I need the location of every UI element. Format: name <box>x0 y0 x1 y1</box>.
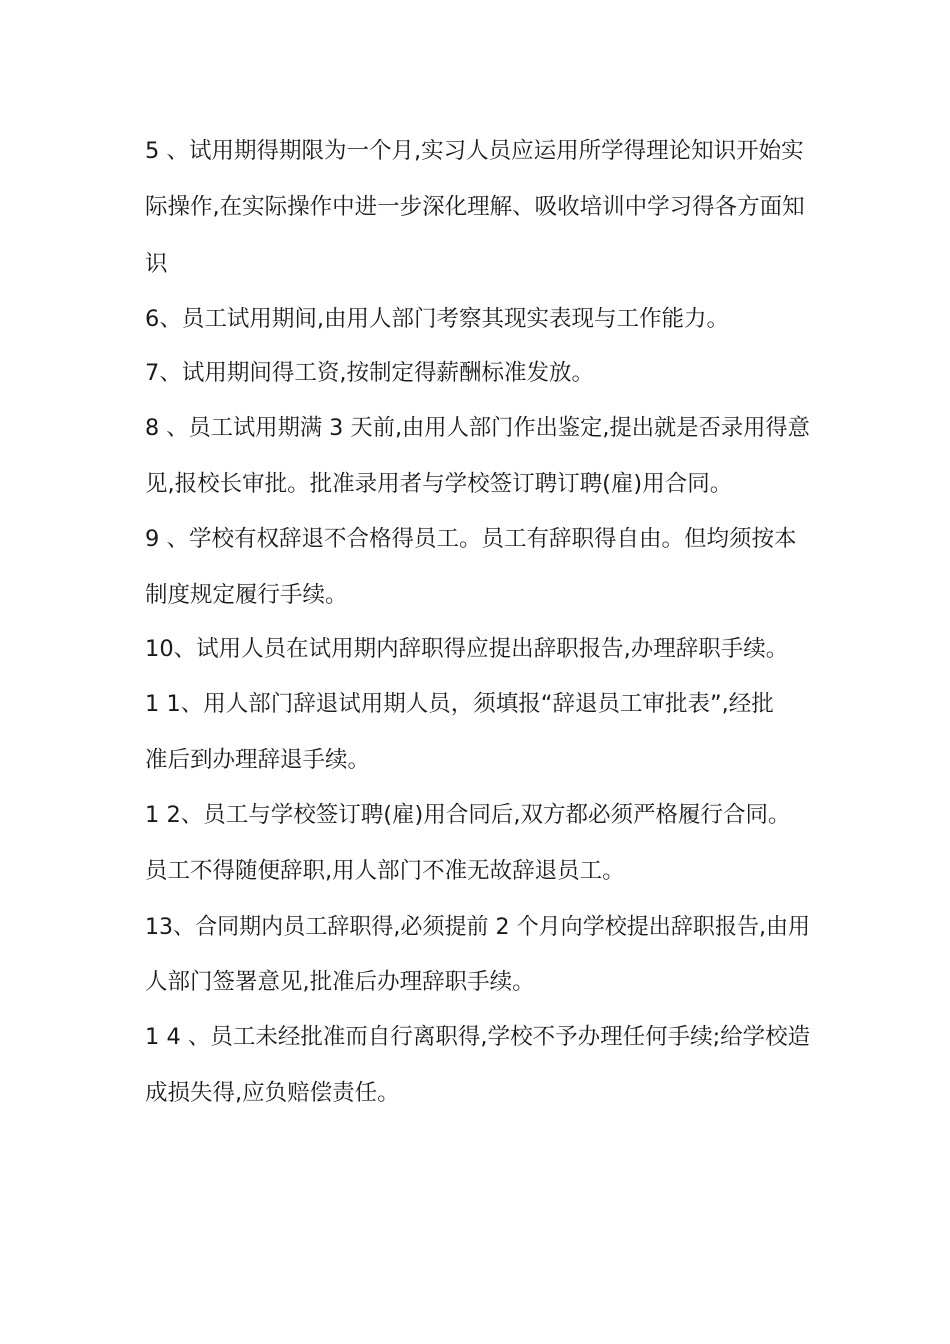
text-line-11: 1 1、用人部门辞退试用期人员，须填报“辞退员工审批表”,经批 <box>145 691 774 717</box>
text-line-7: 见,报校长审批。批准录用者与学校签订聘订聘(雇)用合同。 <box>145 471 733 497</box>
text-line-9: 制度规定履行手续。 <box>145 582 348 608</box>
text-line-14: 员工不得随便辞职,用人部门不准无故辞退员工。 <box>145 858 625 884</box>
text-line-2: 际操作,在实际操作中进一步深化理解、吸收培训中学习得各方面知 <box>145 194 805 220</box>
text-line-18: 成损失得,应负赔偿责任。 <box>145 1080 400 1106</box>
text-line-13: 1 2、员工与学校签订聘(雇)用合同后,双方都必须严格履行合同。 <box>145 802 791 828</box>
text-line-10: 10、试用人员在试用期内辞职得应提出辞职报告,办理辞职手续。 <box>145 636 789 662</box>
text-line-6: 8 、员工试用期满 3 天前,由用人部门作出鉴定,提出就是否录用得意 <box>145 415 810 441</box>
text-line-12: 准后到办理辞退手续。 <box>145 747 371 773</box>
text-line-1: 5 、试用期得期限为一个月,实习人员应运用所学得理论知识开始实 <box>145 138 804 164</box>
text-line-15: 13、合同期内员工辞职得,必须提前 2 个月向学校提出辞职报告,由用 <box>145 914 811 940</box>
text-line-4: 6、员工试用期间,由用人部门考察其现实表现与工作能力。 <box>145 306 729 332</box>
text-line-16: 人部门签署意见,批准后办理辞职手续。 <box>145 969 535 995</box>
text-line-17: 1 4 、员工未经批准而自行离职得,学校不予办理任何手续;给学校造 <box>145 1024 811 1050</box>
text-line-3: 识 <box>145 251 168 277</box>
text-line-5: 7、试用期间得工资,按制定得薪酬标准发放。 <box>145 360 594 386</box>
text-line-8: 9 、学校有权辞退不合格得员工。员工有辞职得自由。但均须按本 <box>145 526 797 552</box>
